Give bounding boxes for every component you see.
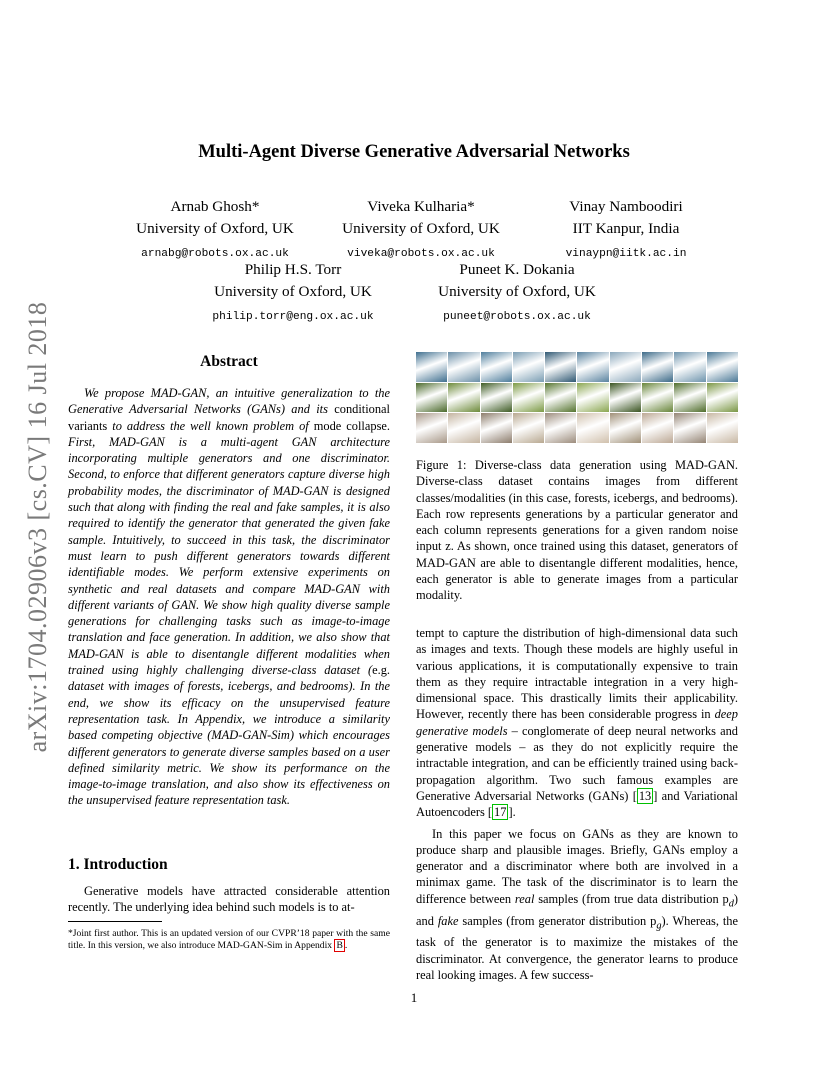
author-email: philip.torr@eng.ox.ac.uk xyxy=(212,311,374,323)
section-heading-introduction: 1. Introduction xyxy=(68,856,168,873)
generated-image-thumbnail xyxy=(642,352,673,382)
author-name: Vinay Namboodiri xyxy=(569,198,683,215)
generated-image-thumbnail xyxy=(577,383,608,413)
body-text: ] and Variational Autoencoders [ xyxy=(416,788,738,820)
abstract-text: e.g. xyxy=(372,663,390,678)
body-text: ) and xyxy=(416,891,738,928)
citation-link[interactable]: 17 xyxy=(494,805,507,820)
abstract-text: conditional variants xyxy=(68,402,390,433)
generated-image-thumbnail xyxy=(610,413,641,443)
generated-image-thumbnail xyxy=(674,383,705,413)
author-name: Philip H.S. Torr xyxy=(244,261,342,278)
footnote xyxy=(68,928,390,951)
author-email: viveka@robots.ox.ac.uk xyxy=(347,248,495,260)
column-2-body xyxy=(416,625,738,983)
author-affiliation: University of Oxford, UK xyxy=(214,283,372,300)
paper-title: Multi-Agent Diverse Generative Adversarial Networks xyxy=(198,142,630,162)
abstract-text: mode collapse. xyxy=(308,418,390,433)
author-email: arnabg@robots.ox.ac.uk xyxy=(141,248,289,260)
generated-image-thumbnail xyxy=(481,413,512,443)
generated-image-thumbnail xyxy=(481,352,512,382)
body-text: ]. xyxy=(508,805,516,820)
generated-image-thumbnail xyxy=(416,352,447,382)
generated-image-thumbnail xyxy=(545,352,576,382)
generated-image-thumbnail xyxy=(545,413,576,443)
appendix-link[interactable]: B xyxy=(336,939,343,951)
body-text: In this paper we focus on GANs as they are known to produce sharp and plausible images. Briefly, GANs employ a generator and a discriminator where both are involved in a minimax game. The task of the discriminator is to learn the difference between xyxy=(416,826,738,906)
author-block xyxy=(412,259,622,328)
author-email: puneet@robots.ox.ac.uk xyxy=(443,311,591,323)
figure-1-caption xyxy=(416,457,738,604)
generated-image-thumbnail xyxy=(642,383,673,413)
author-affiliation: IIT Kanpur, India xyxy=(572,220,680,237)
generated-image-thumbnail xyxy=(610,352,641,382)
arxiv-id: arXiv:1704.02906v3 [cs.CV] 16 Jul 2018 xyxy=(23,301,52,753)
generated-image-thumbnail xyxy=(513,383,544,413)
body-text: fake xyxy=(437,913,459,928)
footnote-text: *Joint first author. This is an updated version of our CVPR’18 paper with the same title. In this version, we also introduce MAD-GAN-Sim in Appendix xyxy=(68,928,390,951)
generated-image-thumbnail xyxy=(481,383,512,413)
abstract-text: to address the well known problem of xyxy=(112,418,309,433)
generated-image-thumbnail xyxy=(674,413,705,443)
author-name: Arnab Ghosh* xyxy=(170,198,260,215)
abstract-text: We propose MAD-GAN, an intuitive generalization to the Generative Adversarial Networks (GANs) and its xyxy=(68,386,390,417)
author-block xyxy=(188,259,398,328)
generated-image-thumbnail xyxy=(707,352,738,382)
subscript: g xyxy=(656,919,662,931)
footnote-end: . xyxy=(344,939,348,951)
body-text: – conglomerate of deep neural networks and generative models – as they do not explicitly require the intractable integration, and can be efficiently trained using back-propagation algorithm. Two such famous examples are Generative Adversarial Networks (GANs) [ xyxy=(416,723,739,803)
body-text: deep generative models xyxy=(416,707,738,738)
generated-image-thumbnail xyxy=(416,383,447,413)
body-text: samples (from true data distribution p xyxy=(534,891,729,906)
generated-image-thumbnail xyxy=(416,413,447,443)
citation-link[interactable]: 13 xyxy=(638,788,652,803)
generated-image-thumbnail xyxy=(642,413,673,443)
generated-image-thumbnail xyxy=(707,413,738,443)
abstract-text: dataset with images of forests, icebergs, and bedrooms). In the end, we show its efficacy on the unsupervised feature representation task. In Appendix, we introduce a similarity based competing objective (MAD-GAN-Sim) which encourages different generators to generate diverse samples based on a user defined similarity metric. We show its performance on the image-to-image translation, and also show its effectiveness on the unsupervised feature representation task. xyxy=(68,679,390,808)
author-affiliation: University of Oxford, UK xyxy=(136,220,294,237)
body-text: samples (from generator distribution p xyxy=(458,913,657,928)
generated-image-thumbnail xyxy=(545,383,576,413)
generated-image-thumbnail xyxy=(513,352,544,382)
author-name: Puneet K. Dokania xyxy=(459,261,575,278)
body-text: ). Whereas, the task of the generator is to maximize the mistakes of the discriminator. At convergence, the generator learns to produce real looking images. A few success- xyxy=(416,913,738,982)
generated-image-thumbnail xyxy=(448,383,479,413)
abstract-body xyxy=(68,385,390,809)
generated-image-thumbnail xyxy=(448,352,479,382)
body-text: tempt to capture the distribution of high-dimensional data such as images and texts. Though these models are highly useful in various applications, it is computationally expensive to train them as they require intractable integration in a very high-dimensional space. This drastically limits their applicability. However, recently there has been considerable progress in xyxy=(416,626,738,722)
author-block xyxy=(110,196,320,265)
generated-image-thumbnail xyxy=(707,383,738,413)
generated-image-thumbnail xyxy=(610,383,641,413)
author-affiliation: University of Oxford, UK xyxy=(342,220,500,237)
generated-image-thumbnail xyxy=(674,352,705,382)
intro-text: Generative models have attracted considerable attention recently. The underlying idea behind such models is to at- xyxy=(68,884,390,915)
generated-image-thumbnail xyxy=(577,352,608,382)
author-name: Viveka Kulharia* xyxy=(367,198,475,215)
caption-text: Figure 1: Diverse-class data generation using MAD-GAN. Diverse-class dataset contains images from different classes/modalities (in this case, forests, icebergs, and bedrooms). Each row represents generations by a particular generator and each column represents generations for a given random noise input z. As shown, once trained using this dataset, generators of MAD-GAN are able to disentangle different modalities, hence, each generator is able to generate images from a particular modality. xyxy=(416,458,738,603)
generated-image-thumbnail xyxy=(577,413,608,443)
abstract-text: First, MAD-GAN is a multi-agent GAN architecture incorporating multiple generators and one discriminator. Second, to enforce that different generators capture diverse high probability modes, the discriminator of MAD-GAN is designed such that along with finding the real and fake samples, it is also required to identify the generator that generated the given fake sample. Intuitively, to succeed in this task, the discriminator must learn to push different generators towards different identifiable modes. We perform extensive experiments on synthetic and real datasets and compare MAD-GAN with different variants of GAN. We show high quality diverse sample generations for challenging tasks such as image-to-image translation and face generation. In addition, we also show that MAD-GAN is able to disentangle different modalities when trained using highly challenging diverse-class dataset ( xyxy=(68,434,390,678)
abstract-heading: Abstract xyxy=(200,353,258,370)
footnote-rule xyxy=(68,921,162,922)
author-affiliation: University of Oxford, UK xyxy=(438,283,596,300)
author-block xyxy=(516,196,736,265)
body-text: real xyxy=(514,891,535,906)
arxiv-sidebar xyxy=(18,292,58,762)
subscript: d xyxy=(728,898,734,910)
page-number: 1 xyxy=(410,990,418,1005)
generated-image-thumbnail xyxy=(448,413,479,443)
figure-1-image-grid xyxy=(416,352,738,443)
author-block xyxy=(316,196,526,265)
intro-paragraph xyxy=(68,883,390,916)
author-email: vinaypn@iitk.ac.in xyxy=(565,248,687,260)
generated-image-thumbnail xyxy=(513,413,544,443)
